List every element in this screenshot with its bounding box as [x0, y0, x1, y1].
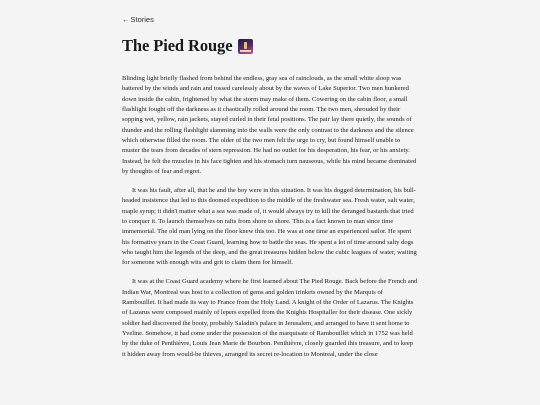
story-paragraph: It was at the Coast Guard academy where he first learned about The Pied Rouge. Back before the French and Indian War, Montreal was host to a collection of gems and golden trinkets owned by the Marquis of Rambouillet. It had made its way to France from the Holy Land. A knight of the Order of Lazarus. The Knights of Lazarus were composed mainly of lepers expelled from the Knights Hospitaller for their disease. One sickly soldier had discovered the booty, probably Saladin's palace in Jerusalem, and arranged to have it sent home to Yveline. Somehow, it had come under the possession of the marquisate of Rambouillet which in 1752 was held by the duke of Penthièvre, Louis Jean Marie de Bourbon. Penthièvre, closely guarded this treasure, and to keep it hidden away from would-be thieves, arranged its secret re-location to Montreal, under the close [122, 278, 418, 358]
story-paragraph: It was his fault, after all, that he and the boy were in this situation. It was his dogged determination, his bull-headed insistence that led to this doomed expedition to the middle of the freshwater sea. Fresh water, salt water, maple syrup; it didn't matter what a sea was made of, it would always try to kill the deranged bastards that tried to conquer it. To launch themselves on rafts from shore to shore. This is a fact known to man since time immemorial. The old man lying on the floor knew this too. He was at one time an experienced sailor. He spent his formative years in the Coast Guard, learning how to battle the seas. He spent a lot of time around salty dogs who taught him the legends of the deep, and the great treasures hidden below the cubic leagues of water, waiting for someone with enough wits and grit to claim them for himself. [122, 186, 417, 267]
story-title-text: The Pied Rouge [122, 36, 233, 55]
back-to-stories-link[interactable] [122, 15, 154, 24]
story-paragraph: Blinding light briefly flashed from behind the endless, gray sea of rainclouds, as the small white sloop was battered by the winds and rain and tossed carelessly about by the waves of Lake Superior. Two men hunkered down inside the cabin, frightened by what the storm may make of them. Cowering on the cabin floor, a small flashlight fought off the darkness as it chaotically rolled around the room. The two men, shrouded by their sopping wet, yellow, rain jackets, stayed curled in their fetal positions. The pair lay there quietly, the sounds of thunder and the rolling flashlight slamming into the walls were the only contrast to the darkness and the silence which otherwise filled the room. The older of the two men felt the urge to cry, but found himself unable to muster the tears from decades of stern repression. He had no outlet for his desperation, his fear, or his anxiety. Instead, he felt the muscles in his face tighten and his stomach turn nauseous, while his mind became dominated by thoughts of fear and regret. [122, 75, 417, 176]
night-sea-emoji-icon [238, 39, 253, 54]
page-title [122, 36, 253, 56]
back-arrow-icon: ← [122, 15, 130, 24]
story-body [122, 74, 418, 368]
back-link-label: Stories [130, 15, 154, 24]
